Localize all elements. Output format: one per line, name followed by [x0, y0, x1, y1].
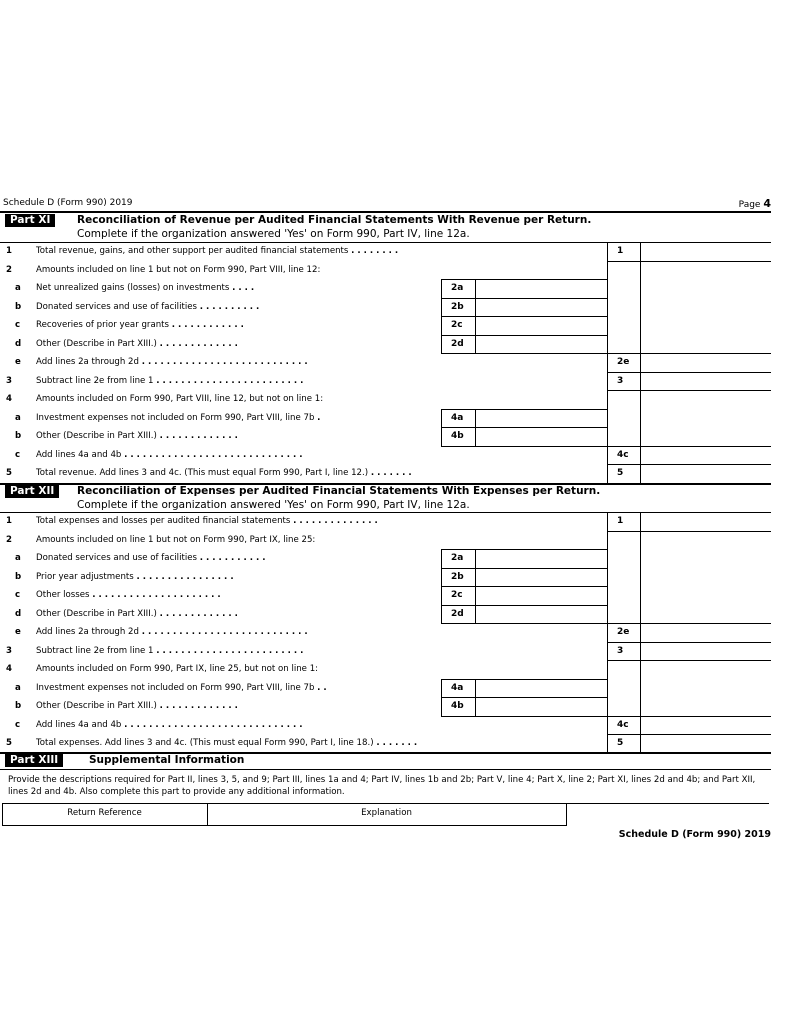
- leader-dots: . . . . . . . . . . . . . . . . . . . . . . . .: [156, 375, 304, 386]
- part12-mid-box-left: [441, 549, 442, 568]
- part11-mid-box-divider: [475, 409, 476, 428]
- part11-right-box-top: [607, 446, 771, 447]
- line-text: Total revenue. Add lines 3 and 4c. (This must equal Form 990, Part I, line 12.): [36, 468, 369, 478]
- leader-dots: . . . . . . . . . . . . . . . . . . . . .: [92, 590, 221, 600]
- part11-line-label-4c: 4c: [617, 449, 629, 460]
- page-label: Page: [738, 200, 761, 210]
- part12-amount-field-2d[interactable]: [476, 606, 606, 623]
- part11-box-label-4a: 4a: [451, 412, 464, 423]
- part12-line-3: [0, 568, 771, 586]
- line-description: [36, 261, 320, 279]
- part12-mid-box-divider: [475, 568, 476, 587]
- part12-mid-box-left: [441, 605, 442, 624]
- part12-total-field-3[interactable]: [641, 643, 770, 660]
- leader-dots: . . . . . . . . . . . . .: [159, 431, 238, 441]
- part11-mid-box-top: [441, 409, 607, 410]
- line-description: [36, 427, 238, 445]
- line-number: c: [15, 719, 21, 730]
- line-text: Total expenses and losses per audited financial statements: [36, 516, 291, 526]
- suppl-col-right-edge: [566, 803, 567, 825]
- line-number: c: [15, 590, 21, 600]
- line-text: Total expenses. Add lines 3 and 4c. (This must equal Form 990, Part I, line 18.): [36, 738, 374, 748]
- part12-line-5: [0, 605, 771, 623]
- leader-dots: . . . . . . .: [370, 468, 412, 478]
- part11-tag: Part XI: [5, 214, 55, 227]
- part12-amount-field-2c[interactable]: [476, 587, 606, 604]
- part11-line-4: [0, 316, 771, 334]
- part11-mid-box-top: [441, 298, 607, 299]
- line-number: e: [15, 357, 21, 367]
- line-description: [36, 512, 378, 530]
- leader-dots: . . . . . . .: [376, 738, 418, 748]
- line-text: Add lines 2a through 2d: [36, 357, 139, 367]
- part11-line-1: [0, 261, 771, 279]
- line-text: Other (Describe in Part XIII.): [36, 608, 157, 619]
- line-text: Subtract line 2e from line 1: [36, 645, 154, 656]
- part11-right-box-top: [607, 372, 771, 373]
- part12-line-8: [0, 660, 771, 678]
- part12-amount-field-4a[interactable]: [476, 680, 606, 697]
- part12-line-label-1: 1: [617, 516, 624, 526]
- part13-description: Provide the descriptions required for Part II, lines 3, 5, and 9; Part III, lines 1a and 4; Part IV, lines 1b and 2b; Part V, line 4; Part X, line 2; Part XI, lines 2d and 4b; and Part XII, lines 2d and 4b. Also complete this part to provide any additional information.: [8, 775, 756, 797]
- part12-line-1: [0, 531, 771, 549]
- part11-line-3: [0, 298, 771, 316]
- line-description: [36, 298, 259, 316]
- part12-right-box-top: [607, 512, 771, 513]
- part12-mid-box-top: [441, 679, 607, 680]
- line-description: [36, 242, 398, 260]
- return-reference-header: Return Reference: [67, 808, 142, 818]
- part12-mid-box-divider: [475, 679, 476, 698]
- part12-box-label-4a: 4a: [451, 682, 464, 693]
- line-text: Subtract line 2e from line 1: [36, 375, 154, 386]
- line-text: Investment expenses not included on Form 990, Part VIII, line 7b: [36, 682, 315, 693]
- line-number: b: [15, 571, 22, 582]
- line-number: 3: [6, 375, 12, 386]
- part11-total-field-1[interactable]: [641, 243, 770, 260]
- part11-line-5: [0, 335, 771, 353]
- form-header-name: Schedule D (Form 990) 2019: [3, 198, 133, 208]
- part12-mid-box-left: [441, 679, 442, 698]
- part12-total-field-4c[interactable]: [641, 717, 770, 734]
- part11-title: Reconciliation of Revenue per Audited Financial Statements With Revenue per Return.: [77, 214, 592, 226]
- part11-amount-field-2d[interactable]: [476, 336, 606, 353]
- line-text: Add lines 2a through 2d: [36, 627, 139, 637]
- line-description: [36, 531, 315, 549]
- part12-line-2: [0, 549, 771, 567]
- part11-mid-box-top: [441, 335, 607, 336]
- explanation-header: Explanation: [361, 808, 412, 818]
- line-description: [36, 697, 238, 715]
- part12-line-label-2e: 2e: [617, 627, 630, 637]
- part11-box-label-4b: 4b: [451, 431, 464, 441]
- part11-mid-box-left: [441, 316, 442, 335]
- line-description: [36, 660, 318, 678]
- part11-right-box-top: [607, 242, 771, 243]
- line-description: [36, 409, 320, 427]
- part11-amount-field-2c[interactable]: [476, 317, 606, 334]
- leader-dots: . . . . . . . . . . . . . . . . . . . . . . . . . . . . .: [124, 449, 303, 460]
- leader-dots: . . . . . . . . . . . . .: [159, 608, 238, 619]
- line-description: [36, 316, 244, 334]
- part12-line-10: [0, 697, 771, 715]
- line-text: Donated services and use of facilities: [36, 301, 197, 312]
- line-text: Amounts included on line 1 but not on Form 990, Part VIII, line 12:: [36, 264, 321, 275]
- line-text: Amounts included on Form 990, Part IX, line 25, but not on line 1:: [36, 664, 319, 674]
- part11-mid-box-divider: [475, 298, 476, 317]
- part11-total-field-2e[interactable]: [641, 354, 770, 371]
- part11-mid-box-divider: [475, 279, 476, 298]
- part11-mid-box-divider: [475, 335, 476, 354]
- part11-line-label-5: 5: [617, 468, 624, 478]
- part11-box-label-2b: 2b: [451, 301, 464, 312]
- line-description: [36, 586, 221, 604]
- line-number: e: [15, 627, 21, 637]
- line-text: Donated services and use of facilities: [36, 553, 197, 563]
- part11-box-label-2d: 2d: [451, 338, 464, 349]
- line-number: 1: [6, 246, 12, 256]
- line-text: Net unrealized gains (losses) on investments: [36, 283, 230, 293]
- part12-amount-field-4b[interactable]: [476, 698, 606, 715]
- part12-mid-box-top: [441, 568, 607, 569]
- part12-box-label-2c: 2c: [451, 590, 463, 600]
- part11-mid-box-top: [441, 316, 607, 317]
- part12-subtitle: Complete if the organization answered 'Yes' on Form 990, Part IV, line 12a.: [77, 499, 470, 511]
- part12-mid-box-left: [441, 568, 442, 587]
- part12-tag: Part XII: [5, 485, 59, 498]
- part11-line-10: [0, 427, 771, 445]
- leader-dots: . . . . . . . . . . . . . . . . . . . . . . . . . . .: [141, 357, 308, 367]
- part11-line-label-1: 1: [617, 246, 624, 256]
- part11-mid-box-top: [441, 427, 607, 428]
- part12-mid-box-left: [441, 586, 442, 605]
- part12-title: Reconciliation of Expenses per Audited Financial Statements With Expenses per Return.: [77, 485, 601, 497]
- part12-line-label-5: 5: [617, 738, 624, 748]
- line-number: c: [15, 320, 21, 330]
- part11-amount-field-2b[interactable]: [476, 299, 606, 316]
- line-number: 3: [6, 645, 12, 656]
- form-footer-name: Schedule D (Form 990) 2019: [618, 829, 771, 840]
- line-text: Other (Describe in Part XIII.): [36, 431, 157, 441]
- part12-box-label-2a: 2a: [451, 553, 464, 563]
- part11-amount-field-4b[interactable]: [476, 428, 606, 445]
- part11-right-box-top: [607, 353, 771, 354]
- part12-line-label-3: 3: [617, 645, 624, 656]
- part11-mid-box-top: [441, 279, 607, 280]
- page-indicator: [739, 197, 771, 210]
- part11-total-field-3[interactable]: [641, 373, 770, 390]
- part11-total-field-5[interactable]: [641, 465, 770, 482]
- part12-box-label-2d: 2d: [451, 608, 464, 619]
- line-number: 2: [6, 264, 12, 275]
- part11-line-label-3: 3: [617, 375, 624, 386]
- line-number: 5: [6, 738, 12, 748]
- part12-mid-box-top: [441, 586, 607, 587]
- line-number: b: [15, 701, 22, 711]
- part11-mid-box-divider: [475, 316, 476, 335]
- part11-box-label-2c: 2c: [451, 320, 463, 330]
- line-description: [36, 623, 308, 641]
- part12-right-box-top: [607, 716, 771, 717]
- line-number: 5: [6, 468, 12, 478]
- part11-subtitle: Complete if the organization answered 'Yes' on Form 990, Part IV, line 12a.: [77, 228, 470, 240]
- line-text: Add lines 4a and 4b: [36, 449, 122, 460]
- part11-total-field-4c[interactable]: [641, 447, 770, 464]
- part12-right-box-top: [607, 734, 771, 735]
- part11-line-label-2e: 2e: [617, 357, 630, 367]
- part11-mid-box-divider: [475, 427, 476, 446]
- part11-mid-box-left: [441, 335, 442, 354]
- line-description: [36, 679, 327, 697]
- line-text: Investment expenses not included on Form 990, Part VIII, line 7b: [36, 412, 315, 423]
- line-number: 4: [6, 394, 12, 404]
- line-description: [36, 642, 303, 660]
- leader-dots: .: [317, 412, 321, 423]
- line-number: 1: [6, 516, 12, 526]
- suppl-table-bottom: [2, 825, 567, 826]
- part11-box-label-2a: 2a: [451, 283, 464, 293]
- line-description: [36, 568, 234, 586]
- line-number: d: [15, 608, 22, 619]
- page-number: 4: [763, 197, 771, 210]
- part12-mid-box-divider: [475, 697, 476, 716]
- line-description: [36, 353, 308, 371]
- part11-line-8: [0, 390, 771, 408]
- part12-line-label-4c: 4c: [617, 719, 629, 730]
- line-description: [36, 605, 238, 623]
- part12-box-label-2b: 2b: [451, 571, 464, 582]
- part12-line-9: [0, 679, 771, 697]
- line-number: a: [15, 412, 21, 423]
- line-number: b: [15, 431, 22, 441]
- line-text: Recoveries of prior year grants: [36, 320, 170, 330]
- part11-amount-field-4a[interactable]: [476, 410, 606, 427]
- part12-right-box-top: [607, 623, 771, 624]
- line-number: b: [15, 301, 22, 312]
- part11-line-2: [0, 279, 771, 297]
- line-text: Other (Describe in Part XIII.): [36, 338, 157, 349]
- line-number: a: [15, 553, 21, 563]
- line-number: d: [15, 338, 22, 349]
- part13-title: Supplemental Information: [89, 754, 245, 766]
- part12-mid-box-divider: [475, 586, 476, 605]
- part12-total-field-5[interactable]: [641, 735, 770, 752]
- leader-dots: . . . . . . . .: [351, 246, 399, 256]
- part11-amount-field-2a[interactable]: [476, 280, 606, 297]
- part12-amount-field-2b[interactable]: [476, 569, 606, 586]
- part11-mid-box-left: [441, 298, 442, 317]
- leader-dots: . . . . . . . . . . . . .: [159, 338, 238, 349]
- leader-dots: . . . . . . . . . . . . . . . . . . . . . . . . . . .: [141, 627, 308, 637]
- part12-mid-box-top: [441, 605, 607, 606]
- part11-mid-box-left: [441, 427, 442, 446]
- part12-right-box-top: [607, 642, 771, 643]
- leader-dots: . . . . . . . . . . . . .: [159, 701, 238, 711]
- leader-dots: . . . . . . . . . . . . . . . . . . . . . . . . . . . . .: [124, 719, 303, 730]
- part12-mid-box-left: [441, 697, 442, 716]
- part12-amount-field-2a[interactable]: [476, 550, 606, 567]
- part12-mid-box-divider: [475, 549, 476, 568]
- line-description: [36, 390, 323, 408]
- part12-mid-box-divider: [475, 605, 476, 624]
- leader-dots: . . . .: [232, 283, 255, 293]
- line-description: [36, 734, 417, 752]
- line-text: Amounts included on Form 990, Part VIII, line 12, but not on line 1:: [36, 394, 324, 404]
- line-description: [36, 464, 412, 482]
- line-text: Amounts included on line 1 but not on Form 990, Part IX, line 25:: [36, 534, 316, 545]
- part12-total-field-1[interactable]: [641, 513, 770, 530]
- part11-right-box-top: [607, 464, 771, 465]
- part11-line-9: [0, 409, 771, 427]
- part12-box-label-4b: 4b: [451, 701, 464, 711]
- part13-tag: Part XIII: [5, 754, 63, 767]
- line-description: [36, 446, 303, 464]
- line-number: 4: [6, 664, 12, 674]
- line-text: Total revenue, gains, and other support per audited financial statements: [36, 246, 349, 256]
- part12-mid-box-top: [441, 549, 607, 550]
- leader-dots: . .: [317, 682, 327, 693]
- part12-mid-box-top: [441, 697, 607, 698]
- line-text: Prior year adjustments: [36, 571, 134, 582]
- line-description: [36, 549, 266, 567]
- part11-mid-box-left: [441, 279, 442, 298]
- part12-total-field-2e[interactable]: [641, 624, 770, 641]
- line-number: a: [15, 283, 21, 293]
- leader-dots: . . . . . . . . . . . . . . . .: [136, 571, 234, 582]
- leader-dots: . . . . . . . . . . .: [199, 553, 266, 563]
- part12-line-4: [0, 586, 771, 604]
- line-text: Add lines 4a and 4b: [36, 719, 122, 730]
- part13-title-rule: [0, 769, 771, 770]
- line-text: Other (Describe in Part XIII.): [36, 701, 157, 711]
- line-number: 2: [6, 534, 12, 545]
- leader-dots: . . . . . . . . . . . . . .: [293, 516, 378, 526]
- line-number: a: [15, 682, 21, 693]
- line-number: c: [15, 449, 21, 460]
- leader-dots: . . . . . . . . . . . . . . . . . . . . . . . .: [156, 645, 304, 656]
- line-description: [36, 335, 238, 353]
- leader-dots: . . . . . . . . . . . .: [171, 320, 244, 330]
- part11-mid-box-left: [441, 409, 442, 428]
- line-text: Other losses: [36, 590, 90, 600]
- leader-dots: . . . . . . . . . .: [199, 301, 260, 312]
- part11-top-rule: [0, 211, 771, 213]
- line-description: [36, 279, 254, 297]
- line-description: [36, 716, 303, 734]
- line-description: [36, 372, 303, 390]
